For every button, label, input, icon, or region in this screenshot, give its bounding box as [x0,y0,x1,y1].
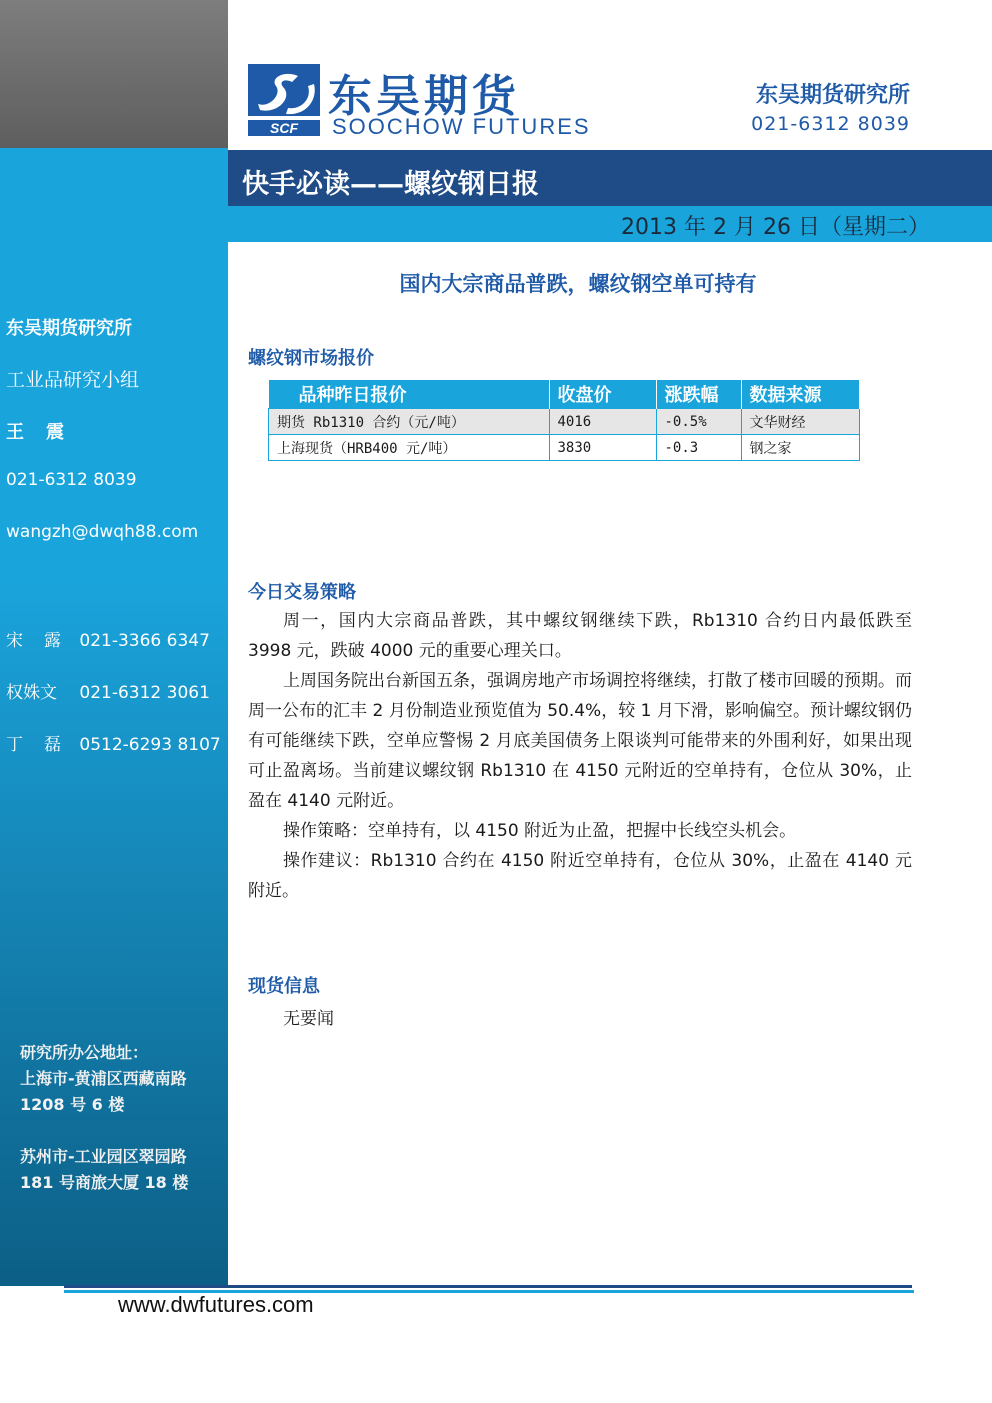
footer-website-link[interactable]: www.dwfutures.com [118,1292,314,1317]
table-cell: 上海现货（HRB400 元/吨） [269,435,550,461]
company-logo [248,60,591,142]
logo-english-name: SOOCHOW FUTURES [332,114,591,139]
address-line: 苏州市-工业园区翠园路 [20,1147,187,1166]
analyst-email[interactable]: wangzh@dwqh88.com [6,522,199,542]
header-phone: 021-6312 8039 [751,113,910,135]
scf-logo-icon [248,64,320,136]
strategy-paragraph: 周一，国内大宗商品普跌，其中螺纹钢继续下跌，Rb1310 合约日内最低跌至 3998 元，跌破 4000 元的重要心理关口。 [248,611,912,661]
analyst-name: 王 震 [6,422,66,443]
address-line: 181 号商旅大厦 18 楼 [20,1173,189,1192]
analyst-phone: 021-6312 8039 [6,470,137,490]
contact-name: 丁 磊 [6,735,63,755]
date-band [228,206,992,242]
contact-phone: 0512-6293 8107 [79,735,221,755]
svg-text:SCF: SCF [270,120,298,136]
section-title-strategy: 今日交易策略 [248,582,356,603]
strategy-paragraph: 上周国务院出台新国五条，强调房地产市场调控将继续，打散了楼市回暖的预期。而周一公布的汇丰 2 月份制造业预览值为 50.4%，较 1 月下滑，影响偏空。预计螺纹钢仍有可能继续下跌，空单应警惕 2 月底美国债务上限谈判可能带来的外围利好，如果出现可止盈离场。当前建议螺纹钢 Rb1310 在 4150 元附近的空单持有，仓位从 30%，止盈在 4140 元附近。 [248,671,912,811]
headline: 国内大宗商品普跌，螺纹钢空单可持有 [399,272,757,296]
table-cell: 3830 [549,435,656,461]
table-header-row [269,380,860,409]
table-cell: -0.3 [656,435,741,461]
table-header-cell: 数据来源 [741,380,860,409]
contact-name: 宋 露 [6,631,63,651]
table-header-cell: 涨跌幅 [656,380,741,409]
address-line: 1208 号 6 楼 [20,1095,125,1114]
quote-table [268,380,860,461]
logo-chinese-name: 东吴期货 [328,71,520,122]
table-cell: 4016 [549,409,656,435]
table-cell: 期货 Rb1310 合约（元/吨） [269,409,550,435]
spot-text: 无要闻 [283,1009,334,1029]
address-line: 上海市-黄浦区西藏南路 [20,1069,187,1088]
table-cell: 钢之家 [741,435,860,461]
strategy-body [248,606,912,906]
table-cell: 文华财经 [741,409,860,435]
section-title-spot: 现货信息 [248,976,320,997]
report-date: 2013 年 2 月 26 日（星期二） [621,215,930,240]
report-title-band [228,150,992,206]
table-header-cell: 收盘价 [549,380,656,409]
address-label: 研究所办公地址： [20,1043,149,1062]
section-title-quotes: 螺纹钢市场报价 [248,348,374,369]
table-row [269,409,860,435]
strategy-paragraph: 操作策略：空单持有，以 4150 附近为止盈，把握中长线空头机会。 [283,821,797,841]
header-institute: 东吴期货研究所 [755,83,910,108]
table-header-cell: 品种昨日报价 [269,380,550,409]
strategy-paragraph: 操作建议：Rb1310 合约在 4150 附近空单持有，仓位从 30%，止盈在 4140 元附近。 [248,851,912,901]
contact-name: 权姝文 [6,683,57,703]
contact-phone: 021-3366 6347 [79,631,210,651]
footer-divider [64,1285,912,1288]
sidebar-group: 工业品研究小组 [6,369,140,391]
report-title: 快手必读——螺纹钢日报 [242,169,539,200]
sidebar-institute: 东吴期货研究所 [6,318,132,339]
contact-row [6,678,210,703]
contact-phone: 021-6312 3061 [79,683,210,703]
contact-row [6,626,210,651]
sidebar-top-block [0,0,228,148]
table-row [269,435,860,461]
table-cell: -0.5% [656,409,741,435]
contact-row [6,730,221,755]
